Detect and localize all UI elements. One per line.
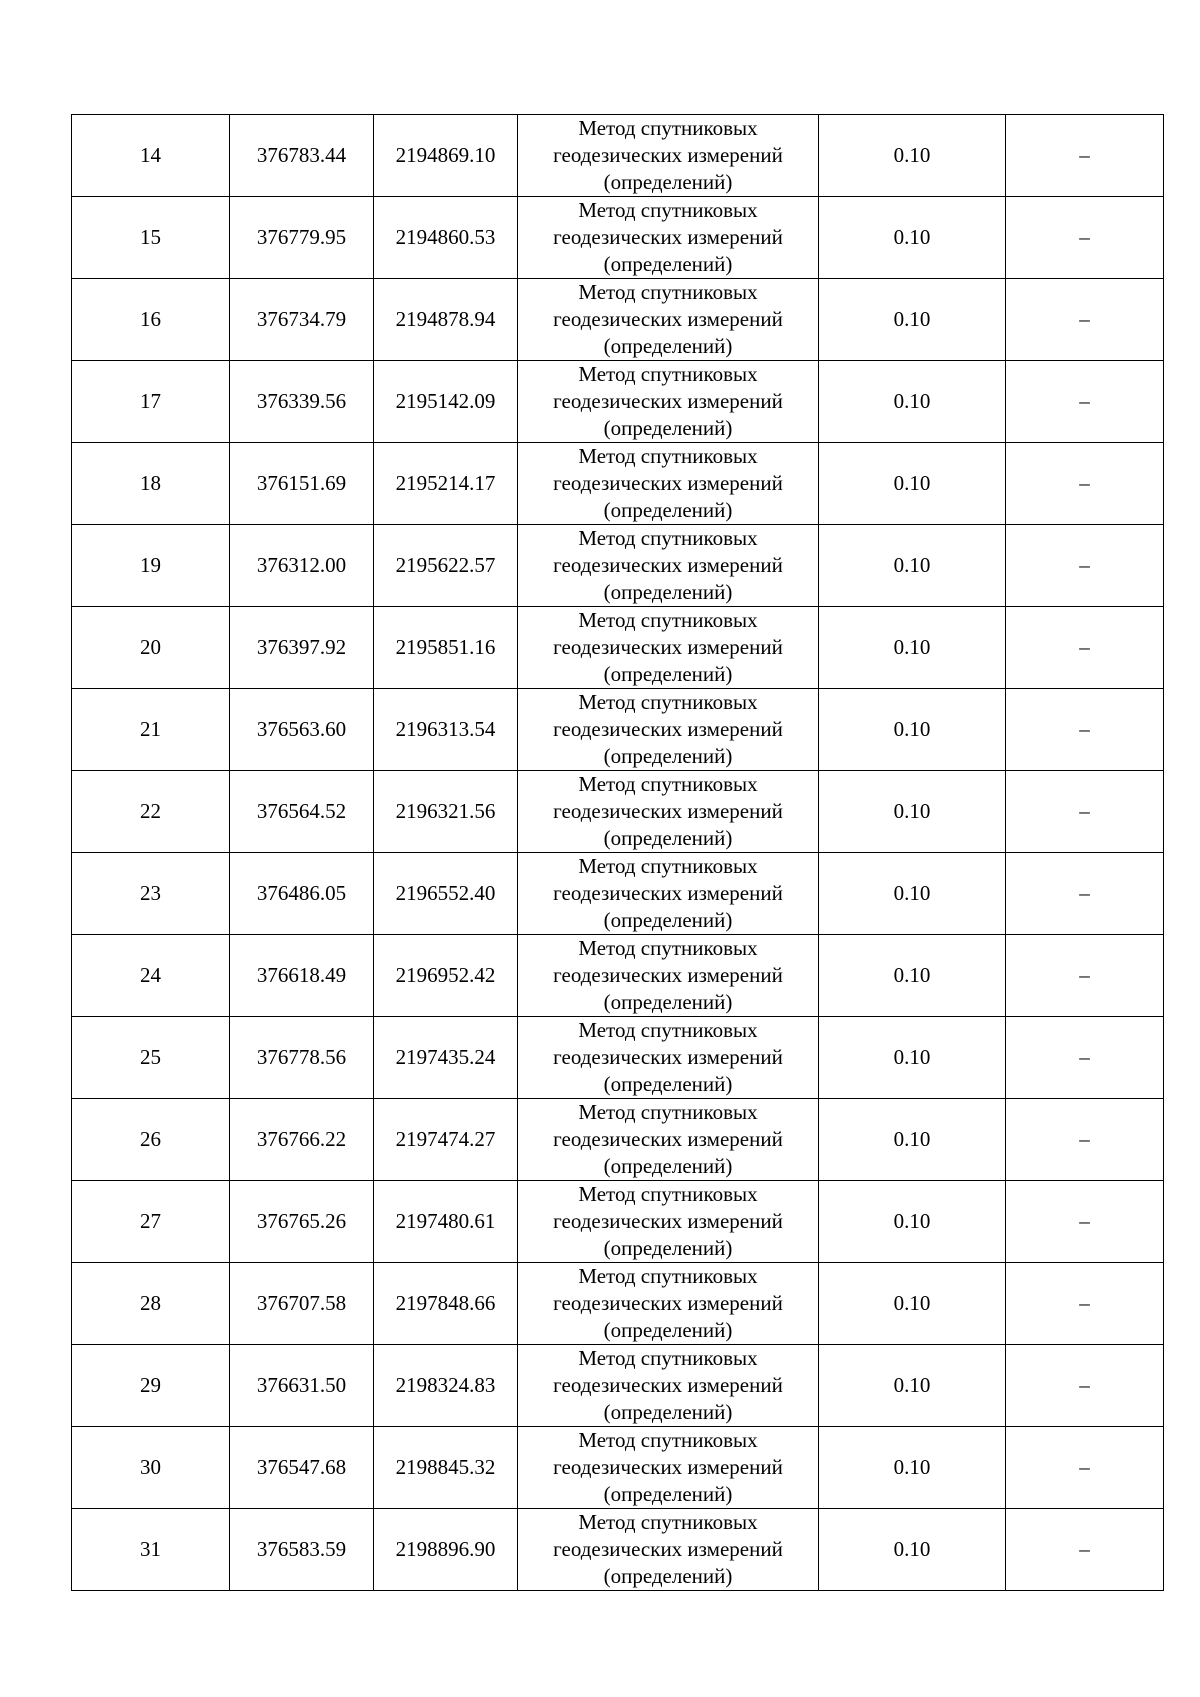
method-line: Метод спутниковых [578, 854, 758, 878]
method-cell [518, 689, 819, 771]
method-line: Метод спутниковых [578, 690, 758, 714]
note-cell: – [1006, 197, 1164, 279]
accuracy-cell: 0.10 [819, 1427, 1006, 1509]
method-line: Метод спутниковых [578, 1264, 758, 1288]
method-cell [518, 1345, 819, 1427]
table-row [72, 1345, 1164, 1427]
method-line: Метод спутниковых [578, 1428, 758, 1452]
method-line: Метод спутниковых [578, 1346, 758, 1370]
x-coordinate-cell: 376564.52 [230, 771, 374, 853]
method-cell [518, 1427, 819, 1509]
point-number-cell: 20 [72, 607, 230, 689]
accuracy-cell: 0.10 [819, 443, 1006, 525]
x-coordinate-cell: 376779.95 [230, 197, 374, 279]
method-cell [518, 525, 819, 607]
method-line: (определений) [603, 1482, 733, 1506]
x-coordinate-cell: 376339.56 [230, 361, 374, 443]
method-line: (определений) [603, 416, 733, 440]
coordinates-table [71, 114, 1164, 1591]
method-line: (определений) [603, 744, 733, 768]
coordinates-table-body [72, 115, 1164, 1591]
method-line: геодезических измерений [553, 553, 783, 577]
x-coordinate-cell: 376778.56 [230, 1017, 374, 1099]
x-coordinate-cell: 376766.22 [230, 1099, 374, 1181]
method-line: геодезических измерений [553, 389, 783, 413]
method-line: геодезических измерений [553, 1127, 783, 1151]
accuracy-cell: 0.10 [819, 1017, 1006, 1099]
method-line: геодезических измерений [553, 717, 783, 741]
point-number-cell: 28 [72, 1263, 230, 1345]
method-line: геодезических измерений [553, 1373, 783, 1397]
table-row [72, 1017, 1164, 1099]
accuracy-cell: 0.10 [819, 607, 1006, 689]
method-line: Метод спутниковых [578, 116, 758, 140]
y-coordinate-cell: 2196321.56 [374, 771, 518, 853]
accuracy-cell: 0.10 [819, 1509, 1006, 1591]
table-row [72, 771, 1164, 853]
accuracy-cell: 0.10 [819, 689, 1006, 771]
y-coordinate-cell: 2197474.27 [374, 1099, 518, 1181]
y-coordinate-cell: 2196952.42 [374, 935, 518, 1017]
method-line: геодезических измерений [553, 635, 783, 659]
y-coordinate-cell: 2196313.54 [374, 689, 518, 771]
y-coordinate-cell: 2194869.10 [374, 115, 518, 197]
method-cell [518, 1509, 819, 1591]
point-number-cell: 22 [72, 771, 230, 853]
point-number-cell: 18 [72, 443, 230, 525]
y-coordinate-cell: 2195214.17 [374, 443, 518, 525]
method-cell [518, 443, 819, 525]
y-coordinate-cell: 2194878.94 [374, 279, 518, 361]
table-row [72, 443, 1164, 525]
point-number-cell: 29 [72, 1345, 230, 1427]
note-cell: – [1006, 1509, 1164, 1591]
method-line: Метод спутниковых [578, 198, 758, 222]
table-row [72, 197, 1164, 279]
accuracy-cell: 0.10 [819, 853, 1006, 935]
method-line: геодезических измерений [553, 471, 783, 495]
y-coordinate-cell: 2195622.57 [374, 525, 518, 607]
point-number-cell: 23 [72, 853, 230, 935]
method-line: геодезических измерений [553, 307, 783, 331]
point-number-cell: 24 [72, 935, 230, 1017]
method-line: (определений) [603, 1072, 733, 1096]
note-cell: – [1006, 525, 1164, 607]
y-coordinate-cell: 2198896.90 [374, 1509, 518, 1591]
x-coordinate-cell: 376312.00 [230, 525, 374, 607]
point-number-cell: 16 [72, 279, 230, 361]
method-line: (определений) [603, 826, 733, 850]
accuracy-cell: 0.10 [819, 1099, 1006, 1181]
method-cell [518, 1181, 819, 1263]
accuracy-cell: 0.10 [819, 935, 1006, 1017]
method-line: (определений) [603, 170, 733, 194]
note-cell: – [1006, 771, 1164, 853]
y-coordinate-cell: 2196552.40 [374, 853, 518, 935]
y-coordinate-cell: 2194860.53 [374, 197, 518, 279]
method-line: геодезических измерений [553, 799, 783, 823]
accuracy-cell: 0.10 [819, 525, 1006, 607]
method-cell [518, 197, 819, 279]
method-line: Метод спутниковых [578, 362, 758, 386]
accuracy-cell: 0.10 [819, 771, 1006, 853]
method-line: (определений) [603, 1318, 733, 1342]
method-cell [518, 853, 819, 935]
x-coordinate-cell: 376583.59 [230, 1509, 374, 1591]
accuracy-cell: 0.10 [819, 1181, 1006, 1263]
method-line: (определений) [603, 580, 733, 604]
note-cell: – [1006, 1263, 1164, 1345]
x-coordinate-cell: 376618.49 [230, 935, 374, 1017]
method-line: (определений) [603, 1154, 733, 1178]
method-line: геодезических измерений [553, 1291, 783, 1315]
method-line: (определений) [603, 1400, 733, 1424]
method-line: Метод спутниковых [578, 1018, 758, 1042]
method-line: (определений) [603, 1236, 733, 1260]
method-line: Метод спутниковых [578, 1182, 758, 1206]
point-number-cell: 31 [72, 1509, 230, 1591]
table-row [72, 1509, 1164, 1591]
method-line: геодезических измерений [553, 143, 783, 167]
accuracy-cell: 0.10 [819, 1263, 1006, 1345]
method-line: (определений) [603, 252, 733, 276]
table-row [72, 935, 1164, 1017]
method-line: (определений) [603, 334, 733, 358]
point-number-cell: 26 [72, 1099, 230, 1181]
method-line: геодезических измерений [553, 1045, 783, 1069]
x-coordinate-cell: 376734.79 [230, 279, 374, 361]
y-coordinate-cell: 2195851.16 [374, 607, 518, 689]
table-row [72, 1263, 1164, 1345]
x-coordinate-cell: 376486.05 [230, 853, 374, 935]
note-cell: – [1006, 1345, 1164, 1427]
x-coordinate-cell: 376547.68 [230, 1427, 374, 1509]
note-cell: – [1006, 1099, 1164, 1181]
x-coordinate-cell: 376631.50 [230, 1345, 374, 1427]
note-cell: – [1006, 935, 1164, 1017]
y-coordinate-cell: 2198845.32 [374, 1427, 518, 1509]
method-line: Метод спутниковых [578, 280, 758, 304]
x-coordinate-cell: 376783.44 [230, 115, 374, 197]
y-coordinate-cell: 2197435.24 [374, 1017, 518, 1099]
point-number-cell: 25 [72, 1017, 230, 1099]
method-cell [518, 771, 819, 853]
point-number-cell: 19 [72, 525, 230, 607]
table-row [72, 279, 1164, 361]
note-cell: – [1006, 1181, 1164, 1263]
note-cell: – [1006, 689, 1164, 771]
method-line: (определений) [603, 1564, 733, 1588]
table-row [72, 853, 1164, 935]
note-cell: – [1006, 607, 1164, 689]
table-row [72, 361, 1164, 443]
method-cell [518, 1099, 819, 1181]
table-row [72, 1427, 1164, 1509]
table-row [72, 607, 1164, 689]
method-cell [518, 115, 819, 197]
method-line: Метод спутниковых [578, 444, 758, 468]
method-cell [518, 1263, 819, 1345]
method-line: (определений) [603, 662, 733, 686]
note-cell: – [1006, 279, 1164, 361]
point-number-cell: 14 [72, 115, 230, 197]
method-line: геодезических измерений [553, 881, 783, 905]
point-number-cell: 27 [72, 1181, 230, 1263]
y-coordinate-cell: 2198324.83 [374, 1345, 518, 1427]
method-cell [518, 607, 819, 689]
point-number-cell: 15 [72, 197, 230, 279]
accuracy-cell: 0.10 [819, 361, 1006, 443]
table-row [72, 115, 1164, 197]
table-row [72, 689, 1164, 771]
note-cell: – [1006, 853, 1164, 935]
accuracy-cell: 0.10 [819, 115, 1006, 197]
note-cell: – [1006, 361, 1164, 443]
y-coordinate-cell: 2197480.61 [374, 1181, 518, 1263]
method-cell [518, 361, 819, 443]
method-line: Метод спутниковых [578, 772, 758, 796]
x-coordinate-cell: 376707.58 [230, 1263, 374, 1345]
method-line: (определений) [603, 498, 733, 522]
point-number-cell: 17 [72, 361, 230, 443]
accuracy-cell: 0.10 [819, 197, 1006, 279]
method-line: Метод спутниковых [578, 526, 758, 550]
method-cell [518, 279, 819, 361]
method-cell [518, 1017, 819, 1099]
accuracy-cell: 0.10 [819, 279, 1006, 361]
method-line: Метод спутниковых [578, 1510, 758, 1534]
table-row [72, 1181, 1164, 1263]
method-cell [518, 935, 819, 1017]
point-number-cell: 30 [72, 1427, 230, 1509]
method-line: (определений) [603, 908, 733, 932]
x-coordinate-cell: 376765.26 [230, 1181, 374, 1263]
note-cell: – [1006, 1427, 1164, 1509]
method-line: Метод спутниковых [578, 936, 758, 960]
method-line: геодезических измерений [553, 1455, 783, 1479]
accuracy-cell: 0.10 [819, 1345, 1006, 1427]
table-row [72, 1099, 1164, 1181]
method-line: геодезических измерений [553, 963, 783, 987]
table-row [72, 525, 1164, 607]
note-cell: – [1006, 115, 1164, 197]
method-line: геодезических измерений [553, 225, 783, 249]
y-coordinate-cell: 2197848.66 [374, 1263, 518, 1345]
method-line: геодезических измерений [553, 1537, 783, 1561]
x-coordinate-cell: 376151.69 [230, 443, 374, 525]
y-coordinate-cell: 2195142.09 [374, 361, 518, 443]
method-line: Метод спутниковых [578, 1100, 758, 1124]
x-coordinate-cell: 376563.60 [230, 689, 374, 771]
point-number-cell: 21 [72, 689, 230, 771]
method-line: геодезических измерений [553, 1209, 783, 1233]
note-cell: – [1006, 1017, 1164, 1099]
x-coordinate-cell: 376397.92 [230, 607, 374, 689]
note-cell: – [1006, 443, 1164, 525]
method-line: Метод спутниковых [578, 608, 758, 632]
method-line: (определений) [603, 990, 733, 1014]
